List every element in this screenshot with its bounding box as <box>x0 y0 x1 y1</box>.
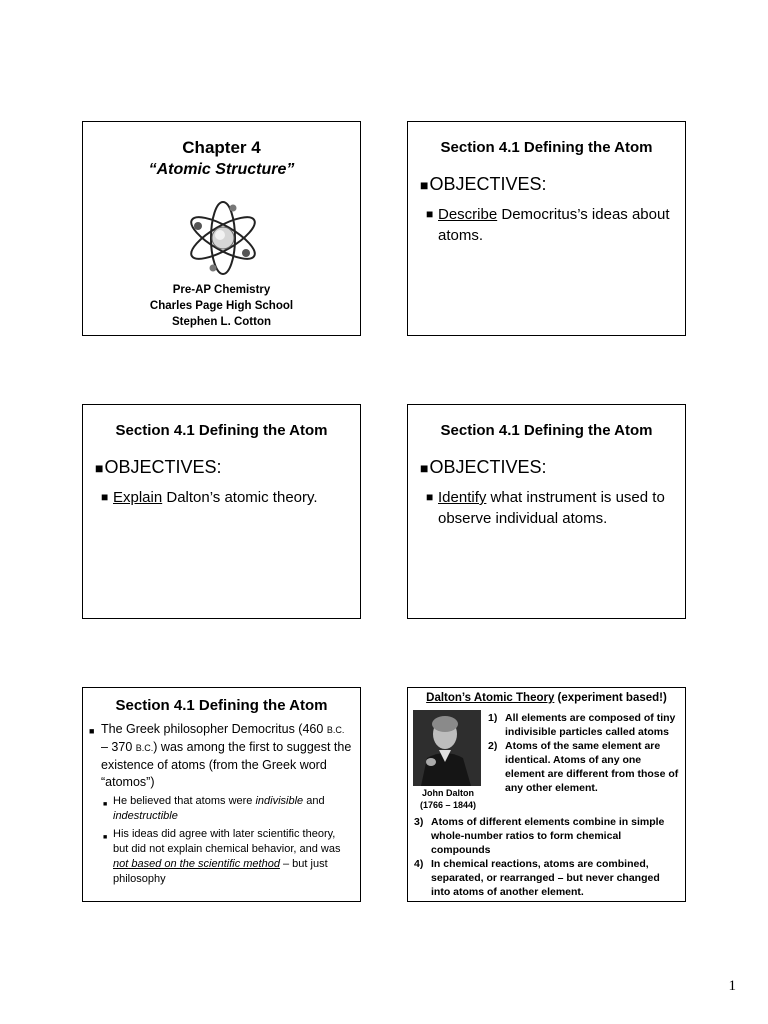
objectives-text: OBJECTIVES: <box>429 457 547 477</box>
objective-verb: Describe <box>438 206 498 223</box>
slide-objective-describe <box>407 121 686 336</box>
list-item <box>89 721 352 791</box>
portrait-name: John Dalton <box>422 788 474 798</box>
square-bullet-icon: ■ <box>426 207 434 221</box>
objective-verb: Identify <box>438 489 487 506</box>
slide-heading: Section 4.1 Defining the Atom <box>440 139 653 156</box>
portrait-caption <box>410 787 486 811</box>
square-bullet-icon: ■ <box>426 490 434 504</box>
chapter-heading: Chapter 4 <box>182 138 261 157</box>
list-item <box>103 827 352 887</box>
square-bullet-icon: ■ <box>103 834 108 841</box>
slide-objective-explain <box>82 404 361 619</box>
objective-item <box>426 204 671 246</box>
objective-text: Dalton’s atomic theory. <box>162 489 318 506</box>
bullet-text: The Greek philosopher Democritus (460 B.C. – 370 B.C.) was among the first to suggest the existence of atoms (from the Greek word “atomos”) <box>101 722 352 789</box>
slide-dalton-theory <box>407 687 686 902</box>
slide-objective-identify <box>407 404 686 619</box>
bullet-text: His ideas did agree with later scientific theory, but did not explain chemical behavior, and was not based on the scientific method – but just philosophy <box>113 828 341 885</box>
square-bullet-icon: ■ <box>89 726 95 736</box>
objectives-label <box>95 457 222 478</box>
objective-verb: Explain <box>113 489 163 506</box>
square-bullet-icon: ■ <box>420 460 429 476</box>
objectives-text: OBJECTIVES: <box>104 457 222 477</box>
credit-line: Pre-AP Chemistry <box>172 284 271 296</box>
list-item: 2) Atoms of the same element are identical. Atoms of any one element are different from those of any other element. <box>488 740 679 794</box>
objective-text: Democritus’s ideas about atoms. <box>438 206 670 244</box>
slide-democritus <box>82 687 361 902</box>
theory-list-top <box>488 711 681 795</box>
atom-icon <box>183 198 263 278</box>
objectives-label <box>420 457 547 478</box>
slide-heading: Section 4.1 Defining the Atom <box>115 422 328 439</box>
chapter-subtitle: “Atomic Structure” <box>148 161 295 178</box>
slide-heading: Section 4.1 Defining the Atom <box>440 422 653 439</box>
dalton-portrait <box>413 710 481 786</box>
list-item: 3) Atoms of different elements combine in simple whole-number ratios to form chemical compounds <box>414 816 665 856</box>
square-bullet-icon: ■ <box>103 801 108 808</box>
square-bullet-icon: ■ <box>95 460 104 476</box>
objective-item <box>101 487 346 508</box>
page-number: 1 <box>728 978 736 994</box>
credits <box>83 282 360 330</box>
square-bullet-icon: ■ <box>420 177 429 193</box>
slide-title <box>82 121 361 336</box>
credit-line: Stephen L. Cotton <box>171 316 271 328</box>
portrait-years: (1766 – 1844) <box>419 800 477 810</box>
objectives-label <box>420 174 547 195</box>
square-bullet-icon: ■ <box>101 490 109 504</box>
list-item: 1) All elements are composed of tiny indivisible particles called atoms <box>488 712 676 738</box>
slide-body <box>89 721 352 887</box>
slide-heading: Section 4.1 Defining the Atom <box>115 697 328 714</box>
objective-item <box>426 487 671 529</box>
objective-text: what instrument is used to observe individual atoms. <box>438 489 665 527</box>
list-item <box>103 794 352 824</box>
slide-heading: Dalton’s Atomic Theory (experiment based!) <box>426 692 667 704</box>
theory-list-bottom <box>414 815 681 899</box>
credit-line: Charles Page High School <box>149 300 294 312</box>
bullet-text: He believed that atoms were indivisible and indestructible <box>113 795 325 822</box>
objectives-text: OBJECTIVES: <box>429 174 547 194</box>
list-item: 4) In chemical reactions, atoms are combined, separated, or rearranged – but never changed into atoms of another element. <box>414 858 660 898</box>
